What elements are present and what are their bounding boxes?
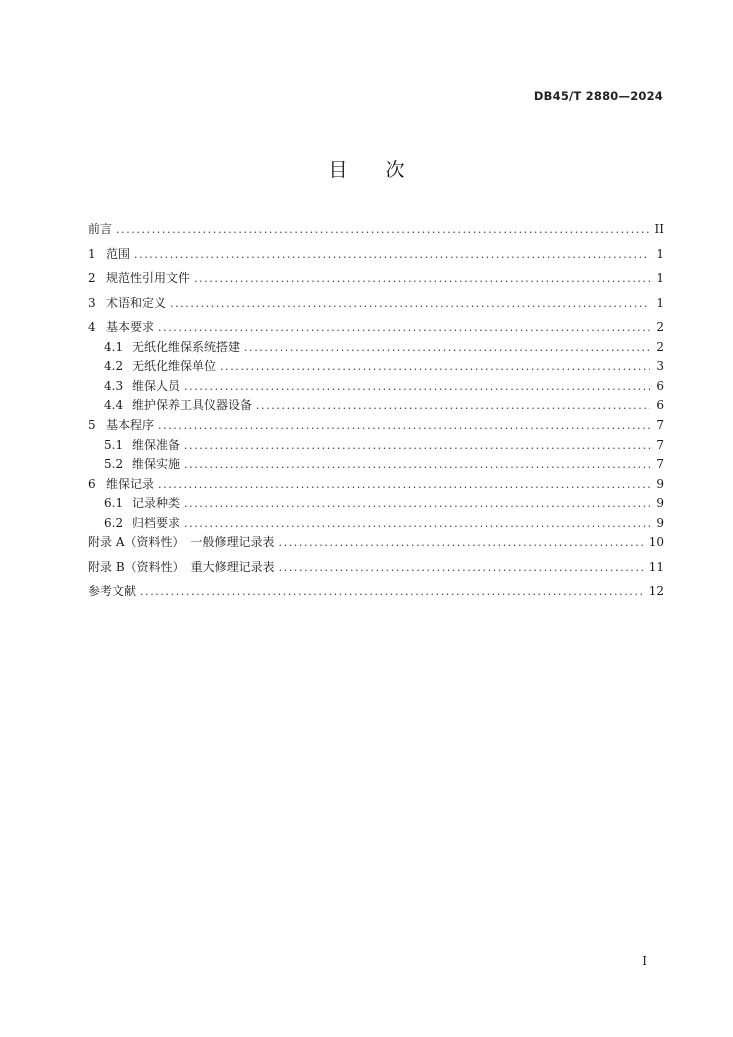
toc-leader-dots — [140, 585, 645, 598]
toc-entry[interactable] — [88, 514, 664, 534]
toc-leader-dots — [116, 223, 650, 236]
toc-entry-text: 基本程序 — [106, 417, 155, 432]
toc-entry-text: 维保记录 — [106, 476, 155, 491]
toc-entry-page: 1 — [656, 295, 664, 310]
toc-entry-text: 无纸化维保单位 — [132, 359, 217, 374]
toc-entry[interactable] — [88, 357, 664, 377]
table-of-contents — [88, 220, 664, 607]
toc-entry-page: 10 — [648, 535, 664, 550]
toc-entry-label — [88, 558, 275, 575]
toc-entry-label — [104, 494, 180, 511]
toc-leader-dots — [158, 478, 650, 491]
toc-entry-page: 6 — [656, 398, 664, 413]
toc-entry-number: 5 — [88, 417, 96, 432]
toc-entry-text: 附录 A（资料性） 一般修理记录表 — [88, 535, 275, 550]
toc-entry-text: 无纸化维保系统搭建 — [132, 339, 241, 354]
toc-leader-dots — [158, 321, 650, 334]
toc-entry-text: 规范性引用文件 — [106, 271, 191, 286]
toc-entry-text: 记录种类 — [132, 496, 181, 511]
toc-entry-label — [104, 514, 180, 531]
toc-entry[interactable] — [88, 533, 664, 558]
document-code: DB45/T 2880—2024 — [533, 89, 663, 103]
toc-entry-label — [104, 338, 240, 355]
toc-entry-text: 术语和定义 — [106, 295, 167, 310]
toc-entry[interactable] — [88, 269, 664, 294]
toc-entry-number: 4.4 — [104, 398, 124, 413]
toc-leader-dots — [170, 297, 650, 310]
toc-leader-dots — [256, 399, 650, 412]
toc-entry[interactable] — [88, 396, 664, 416]
toc-leader-dots — [184, 439, 650, 452]
toc-entry-page: 9 — [656, 515, 664, 530]
toc-entry-number: 4.2 — [104, 359, 124, 374]
toc-entry-label — [104, 377, 180, 394]
toc-entry-page: 2 — [656, 320, 664, 335]
toc-entry-number: 4.3 — [104, 378, 124, 393]
toc-entry-number: 1 — [88, 246, 96, 261]
toc-entry-page: 1 — [656, 246, 664, 261]
toc-entry-page: 2 — [656, 339, 664, 354]
toc-entry-label — [104, 455, 180, 472]
toc-leader-dots — [279, 561, 645, 574]
toc-entry-text: 参考文献 — [88, 584, 137, 599]
toc-entry-number: 4 — [88, 320, 96, 335]
toc-entry-label — [88, 245, 130, 262]
toc-entry-label — [88, 416, 154, 433]
toc-entry-label — [104, 396, 252, 413]
toc-leader-dots — [158, 419, 650, 432]
toc-entry-text: 前言 — [88, 222, 113, 236]
toc-entry-page: 11 — [648, 559, 664, 574]
toc-entry-text: 维保实施 — [132, 457, 181, 472]
toc-entry-label — [104, 436, 180, 453]
toc-entry-number: 6.1 — [104, 496, 124, 511]
toc-entry-label — [88, 533, 274, 550]
toc-leader-dots — [278, 536, 644, 549]
toc-entry[interactable] — [88, 582, 664, 607]
toc-entry-number: 2 — [88, 271, 96, 286]
toc-entry-text: 范围 — [106, 246, 131, 261]
toc-entry-label — [104, 357, 216, 374]
toc-entry-number: 6 — [88, 476, 96, 491]
toc-leader-dots — [184, 517, 650, 530]
toc-leader-dots — [184, 497, 650, 510]
toc-entry-label — [88, 582, 136, 599]
toc-entry-page: 9 — [656, 496, 664, 511]
toc-entry-number: 3 — [88, 295, 96, 310]
toc-entry[interactable] — [88, 494, 664, 514]
toc-leader-dots — [220, 360, 650, 373]
toc-leader-dots — [134, 248, 650, 261]
toc-entry-page: 7 — [656, 417, 664, 432]
toc-entry[interactable] — [88, 377, 664, 397]
toc-entry-number: 4.1 — [104, 339, 124, 354]
toc-entry-label — [88, 294, 166, 311]
toc-entry-page: 9 — [656, 476, 664, 491]
toc-entry-page: 12 — [648, 584, 664, 599]
toc-entry-text: 归档要求 — [132, 515, 181, 530]
toc-entry[interactable] — [88, 294, 664, 319]
toc-entry-number: 5.2 — [104, 457, 124, 472]
toc-entry-page: 6 — [656, 378, 664, 393]
page-number: I — [642, 954, 647, 968]
toc-entry-page: 3 — [656, 359, 664, 374]
toc-entry-text: 基本要求 — [106, 320, 155, 335]
toc-entry-label — [88, 475, 154, 492]
toc-entry-text: 附录 B（资料性） 重大修理记录表 — [88, 559, 275, 574]
toc-entry-text: 维保人员 — [132, 378, 181, 393]
toc-entry-page: II — [654, 222, 664, 236]
toc-leader-dots — [184, 458, 650, 471]
toc-entry-text: 维护保养工具仪器设备 — [132, 398, 253, 413]
toc-entry[interactable] — [88, 245, 664, 270]
toc-entry[interactable] — [88, 220, 664, 245]
toc-entry-text: 维保准备 — [132, 437, 181, 452]
toc-leader-dots — [194, 272, 650, 285]
toc-entry-number: 5.1 — [104, 437, 124, 452]
toc-entry[interactable] — [88, 436, 664, 456]
toc-entry-label — [88, 269, 190, 286]
toc-entry-label — [88, 220, 112, 237]
toc-entry[interactable] — [88, 455, 664, 475]
toc-leader-dots — [244, 341, 650, 354]
page-title: 目 次 — [328, 159, 405, 181]
toc-entry[interactable] — [88, 558, 664, 583]
toc-entry[interactable] — [88, 338, 664, 358]
toc-leader-dots — [184, 380, 650, 393]
toc-entry-page: 7 — [656, 457, 664, 472]
toc-entry-label — [88, 318, 154, 335]
toc-entry-page: 7 — [656, 437, 664, 452]
toc-entry-page: 1 — [656, 271, 664, 286]
toc-entry-number: 6.2 — [104, 515, 124, 530]
